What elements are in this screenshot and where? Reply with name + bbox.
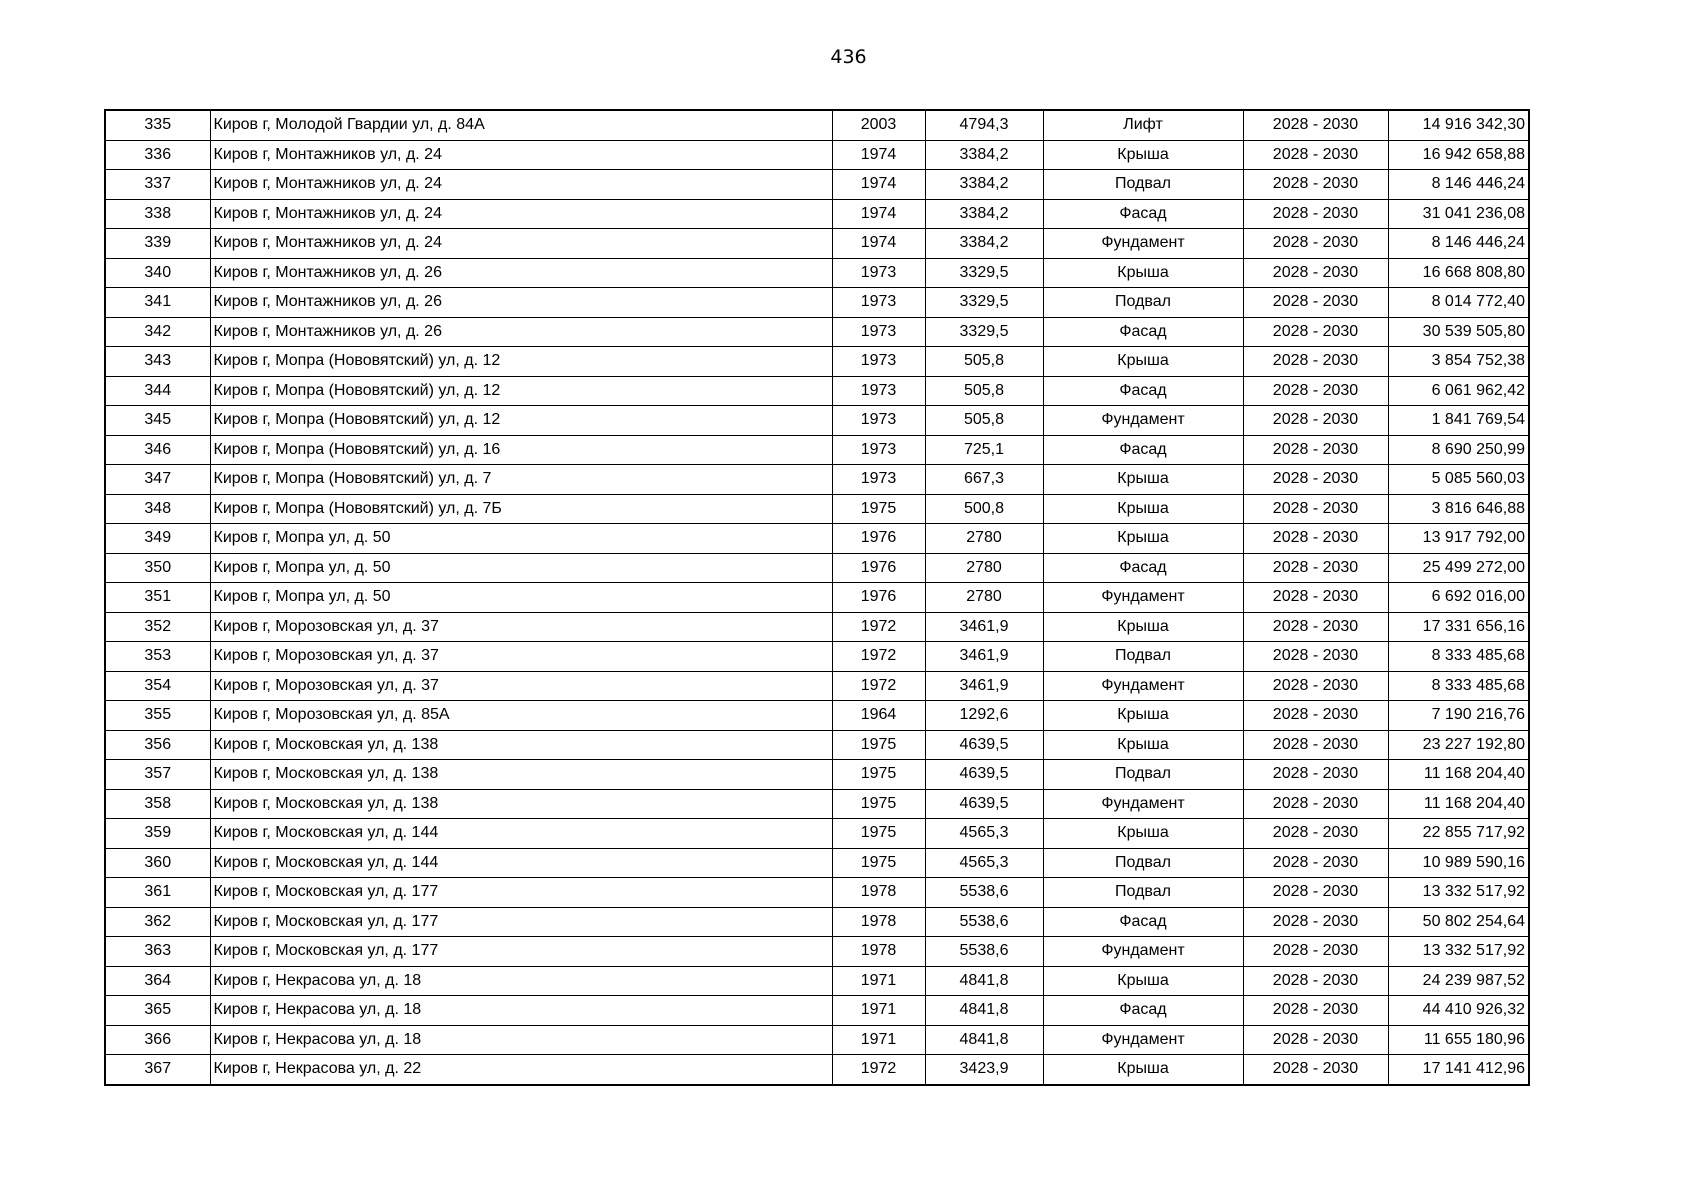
build-year-cell: 2003 <box>832 110 925 140</box>
address-cell: Киров г, Мопра (Нововятский) ул, д. 7Б <box>210 494 832 524</box>
row-number-cell: 355 <box>105 701 210 731</box>
address-cell: Киров г, Московская ул, д. 177 <box>210 937 832 967</box>
table-row <box>105 1025 1529 1055</box>
row-number-cell: 336 <box>105 140 210 170</box>
period-cell: 2028 - 2030 <box>1243 848 1388 878</box>
table-row <box>105 937 1529 967</box>
cost-cell: 11 168 204,40 <box>1388 789 1529 819</box>
table-row <box>105 612 1529 642</box>
row-number-cell: 362 <box>105 907 210 937</box>
table-row <box>105 760 1529 790</box>
work-type-cell: Крыша <box>1043 966 1243 996</box>
table-row <box>105 1055 1529 1085</box>
row-number-cell: 363 <box>105 937 210 967</box>
work-type-cell: Фасад <box>1043 435 1243 465</box>
row-number-cell: 340 <box>105 258 210 288</box>
cost-cell: 30 539 505,80 <box>1388 317 1529 347</box>
period-cell: 2028 - 2030 <box>1243 465 1388 495</box>
build-year-cell: 1975 <box>832 730 925 760</box>
cost-cell: 10 989 590,16 <box>1388 848 1529 878</box>
area-cell: 725,1 <box>925 435 1043 465</box>
area-cell: 4841,8 <box>925 1025 1043 1055</box>
work-type-cell: Подвал <box>1043 848 1243 878</box>
build-year-cell: 1973 <box>832 406 925 436</box>
row-number-cell: 366 <box>105 1025 210 1055</box>
row-number-cell: 335 <box>105 110 210 140</box>
table-row <box>105 258 1529 288</box>
row-number-cell: 349 <box>105 524 210 554</box>
build-year-cell: 1978 <box>832 878 925 908</box>
table-row <box>105 996 1529 1026</box>
area-cell: 3423,9 <box>925 1055 1043 1085</box>
build-year-cell: 1973 <box>832 317 925 347</box>
build-year-cell: 1975 <box>832 789 925 819</box>
period-cell: 2028 - 2030 <box>1243 642 1388 672</box>
cost-cell: 7 190 216,76 <box>1388 701 1529 731</box>
cost-cell: 16 668 808,80 <box>1388 258 1529 288</box>
period-cell: 2028 - 2030 <box>1243 170 1388 200</box>
period-cell: 2028 - 2030 <box>1243 288 1388 318</box>
work-type-cell: Подвал <box>1043 878 1243 908</box>
area-cell: 505,8 <box>925 347 1043 377</box>
table-row <box>105 671 1529 701</box>
address-cell: Киров г, Монтажников ул, д. 24 <box>210 170 832 200</box>
row-number-cell: 364 <box>105 966 210 996</box>
area-cell: 2780 <box>925 583 1043 613</box>
build-year-cell: 1973 <box>832 288 925 318</box>
period-cell: 2028 - 2030 <box>1243 878 1388 908</box>
cost-cell: 16 942 658,88 <box>1388 140 1529 170</box>
period-cell: 2028 - 2030 <box>1243 671 1388 701</box>
period-cell: 2028 - 2030 <box>1243 317 1388 347</box>
address-cell: Киров г, Монтажников ул, д. 26 <box>210 258 832 288</box>
build-year-cell: 1978 <box>832 937 925 967</box>
cost-cell: 8 333 485,68 <box>1388 642 1529 672</box>
period-cell: 2028 - 2030 <box>1243 966 1388 996</box>
table-row <box>105 317 1529 347</box>
cost-cell: 14 916 342,30 <box>1388 110 1529 140</box>
table-row <box>105 110 1529 140</box>
build-year-cell: 1973 <box>832 347 925 377</box>
build-year-cell: 1971 <box>832 996 925 1026</box>
cost-cell: 13 917 792,00 <box>1388 524 1529 554</box>
cost-cell: 23 227 192,80 <box>1388 730 1529 760</box>
area-cell: 5538,6 <box>925 878 1043 908</box>
cost-cell: 13 332 517,92 <box>1388 937 1529 967</box>
period-cell: 2028 - 2030 <box>1243 1055 1388 1085</box>
work-type-cell: Фундамент <box>1043 671 1243 701</box>
table-row <box>105 406 1529 436</box>
table-row <box>105 907 1529 937</box>
cost-cell: 6 061 962,42 <box>1388 376 1529 406</box>
period-cell: 2028 - 2030 <box>1243 229 1388 259</box>
row-number-cell: 341 <box>105 288 210 318</box>
work-type-cell: Фундамент <box>1043 229 1243 259</box>
area-cell: 3461,9 <box>925 642 1043 672</box>
row-number-cell: 342 <box>105 317 210 347</box>
work-type-cell: Подвал <box>1043 760 1243 790</box>
work-type-cell: Фасад <box>1043 907 1243 937</box>
address-cell: Киров г, Монтажников ул, д. 24 <box>210 140 832 170</box>
row-number-cell: 365 <box>105 996 210 1026</box>
period-cell: 2028 - 2030 <box>1243 347 1388 377</box>
work-type-cell: Крыша <box>1043 347 1243 377</box>
address-cell: Киров г, Монтажников ул, д. 24 <box>210 199 832 229</box>
table-row <box>105 878 1529 908</box>
cost-cell: 8 146 446,24 <box>1388 170 1529 200</box>
table-row <box>105 199 1529 229</box>
table-body <box>105 110 1529 1085</box>
work-type-cell: Фундамент <box>1043 406 1243 436</box>
build-year-cell: 1972 <box>832 612 925 642</box>
table-row <box>105 376 1529 406</box>
area-cell: 3461,9 <box>925 671 1043 701</box>
address-cell: Киров г, Морозовская ул, д. 85А <box>210 701 832 731</box>
row-number-cell: 338 <box>105 199 210 229</box>
build-year-cell: 1972 <box>832 1055 925 1085</box>
work-type-cell: Фасад <box>1043 317 1243 347</box>
address-cell: Киров г, Некрасова ул, д. 18 <box>210 1025 832 1055</box>
address-cell: Киров г, Мопра (Нововятский) ул, д. 12 <box>210 347 832 377</box>
work-type-cell: Фасад <box>1043 553 1243 583</box>
build-year-cell: 1976 <box>832 583 925 613</box>
work-type-cell: Крыша <box>1043 494 1243 524</box>
area-cell: 3329,5 <box>925 288 1043 318</box>
address-cell: Киров г, Монтажников ул, д. 24 <box>210 229 832 259</box>
build-year-cell: 1973 <box>832 465 925 495</box>
build-year-cell: 1974 <box>832 140 925 170</box>
work-type-cell: Фундамент <box>1043 789 1243 819</box>
address-cell: Киров г, Некрасова ул, д. 22 <box>210 1055 832 1085</box>
area-cell: 3384,2 <box>925 229 1043 259</box>
address-cell: Киров г, Монтажников ул, д. 26 <box>210 288 832 318</box>
cost-cell: 8 333 485,68 <box>1388 671 1529 701</box>
table-row <box>105 347 1529 377</box>
period-cell: 2028 - 2030 <box>1243 730 1388 760</box>
table-row <box>105 730 1529 760</box>
row-number-cell: 352 <box>105 612 210 642</box>
cost-cell: 11 168 204,40 <box>1388 760 1529 790</box>
table-row <box>105 435 1529 465</box>
address-cell: Киров г, Московская ул, д. 144 <box>210 848 832 878</box>
row-number-cell: 350 <box>105 553 210 583</box>
row-number-cell: 367 <box>105 1055 210 1085</box>
period-cell: 2028 - 2030 <box>1243 760 1388 790</box>
row-number-cell: 339 <box>105 229 210 259</box>
work-type-cell: Крыша <box>1043 612 1243 642</box>
area-cell: 1292,6 <box>925 701 1043 731</box>
table-row <box>105 465 1529 495</box>
area-cell: 3384,2 <box>925 140 1043 170</box>
row-number-cell: 353 <box>105 642 210 672</box>
work-type-cell: Крыша <box>1043 140 1243 170</box>
row-number-cell: 346 <box>105 435 210 465</box>
build-year-cell: 1978 <box>832 907 925 937</box>
table-row <box>105 966 1529 996</box>
table-row <box>105 819 1529 849</box>
build-year-cell: 1975 <box>832 848 925 878</box>
area-cell: 3384,2 <box>925 199 1043 229</box>
address-cell: Киров г, Московская ул, д. 138 <box>210 760 832 790</box>
address-cell: Киров г, Мопра ул, д. 50 <box>210 583 832 613</box>
work-type-cell: Фасад <box>1043 996 1243 1026</box>
address-cell: Киров г, Морозовская ул, д. 37 <box>210 612 832 642</box>
period-cell: 2028 - 2030 <box>1243 937 1388 967</box>
table-row <box>105 701 1529 731</box>
row-number-cell: 348 <box>105 494 210 524</box>
area-cell: 667,3 <box>925 465 1043 495</box>
area-cell: 4565,3 <box>925 848 1043 878</box>
table-row <box>105 288 1529 318</box>
build-year-cell: 1975 <box>832 494 925 524</box>
cost-cell: 24 239 987,52 <box>1388 966 1529 996</box>
address-cell: Киров г, Мопра (Нововятский) ул, д. 16 <box>210 435 832 465</box>
work-type-cell: Подвал <box>1043 288 1243 318</box>
work-type-cell: Крыша <box>1043 258 1243 288</box>
cost-cell: 25 499 272,00 <box>1388 553 1529 583</box>
build-year-cell: 1971 <box>832 966 925 996</box>
row-number-cell: 351 <box>105 583 210 613</box>
period-cell: 2028 - 2030 <box>1243 1025 1388 1055</box>
table-row <box>105 848 1529 878</box>
address-cell: Киров г, Морозовская ул, д. 37 <box>210 671 832 701</box>
build-year-cell: 1976 <box>832 553 925 583</box>
area-cell: 3329,5 <box>925 258 1043 288</box>
address-cell: Киров г, Мопра ул, д. 50 <box>210 553 832 583</box>
area-cell: 4639,5 <box>925 789 1043 819</box>
page-number: 436 <box>830 46 867 68</box>
work-type-cell: Крыша <box>1043 465 1243 495</box>
build-year-cell: 1973 <box>832 376 925 406</box>
address-cell: Киров г, Морозовская ул, д. 37 <box>210 642 832 672</box>
work-type-cell: Подвал <box>1043 170 1243 200</box>
period-cell: 2028 - 2030 <box>1243 583 1388 613</box>
work-type-cell: Крыша <box>1043 701 1243 731</box>
address-cell: Киров г, Московская ул, д. 138 <box>210 730 832 760</box>
area-cell: 4841,8 <box>925 966 1043 996</box>
build-year-cell: 1964 <box>832 701 925 731</box>
area-cell: 3384,2 <box>925 170 1043 200</box>
period-cell: 2028 - 2030 <box>1243 553 1388 583</box>
period-cell: 2028 - 2030 <box>1243 199 1388 229</box>
build-year-cell: 1976 <box>832 524 925 554</box>
cost-cell: 17 141 412,96 <box>1388 1055 1529 1085</box>
area-cell: 2780 <box>925 553 1043 583</box>
period-cell: 2028 - 2030 <box>1243 789 1388 819</box>
area-cell: 2780 <box>925 524 1043 554</box>
area-cell: 5538,6 <box>925 907 1043 937</box>
table-row <box>105 789 1529 819</box>
build-year-cell: 1971 <box>832 1025 925 1055</box>
row-number-cell: 360 <box>105 848 210 878</box>
table-row <box>105 229 1529 259</box>
row-number-cell: 344 <box>105 376 210 406</box>
work-type-cell: Лифт <box>1043 110 1243 140</box>
row-number-cell: 345 <box>105 406 210 436</box>
table-row <box>105 642 1529 672</box>
address-cell: Киров г, Московская ул, д. 177 <box>210 907 832 937</box>
build-year-cell: 1975 <box>832 819 925 849</box>
table-row <box>105 140 1529 170</box>
build-year-cell: 1975 <box>832 760 925 790</box>
period-cell: 2028 - 2030 <box>1243 406 1388 436</box>
cost-cell: 8 014 772,40 <box>1388 288 1529 318</box>
cost-cell: 1 841 769,54 <box>1388 406 1529 436</box>
address-cell: Киров г, Мопра (Нововятский) ул, д. 12 <box>210 376 832 406</box>
cost-cell: 3 816 646,88 <box>1388 494 1529 524</box>
table-row <box>105 524 1529 554</box>
cost-cell: 8 146 446,24 <box>1388 229 1529 259</box>
area-cell: 500,8 <box>925 494 1043 524</box>
work-type-cell: Фасад <box>1043 376 1243 406</box>
address-cell: Киров г, Некрасова ул, д. 18 <box>210 966 832 996</box>
address-cell: Киров г, Монтажников ул, д. 26 <box>210 317 832 347</box>
address-cell: Киров г, Московская ул, д. 144 <box>210 819 832 849</box>
table-row <box>105 494 1529 524</box>
row-number-cell: 358 <box>105 789 210 819</box>
address-cell: Киров г, Московская ул, д. 177 <box>210 878 832 908</box>
period-cell: 2028 - 2030 <box>1243 612 1388 642</box>
row-number-cell: 347 <box>105 465 210 495</box>
address-cell: Киров г, Мопра (Нововятский) ул, д. 12 <box>210 406 832 436</box>
cost-cell: 6 692 016,00 <box>1388 583 1529 613</box>
row-number-cell: 337 <box>105 170 210 200</box>
area-cell: 4794,3 <box>925 110 1043 140</box>
period-cell: 2028 - 2030 <box>1243 907 1388 937</box>
address-cell: Киров г, Мопра (Нововятский) ул, д. 7 <box>210 465 832 495</box>
period-cell: 2028 - 2030 <box>1243 376 1388 406</box>
table-row <box>105 170 1529 200</box>
address-cell: Киров г, Некрасова ул, д. 18 <box>210 996 832 1026</box>
work-type-cell: Фундамент <box>1043 937 1243 967</box>
address-cell: Киров г, Мопра ул, д. 50 <box>210 524 832 554</box>
period-cell: 2028 - 2030 <box>1243 435 1388 465</box>
period-cell: 2028 - 2030 <box>1243 524 1388 554</box>
area-cell: 505,8 <box>925 406 1043 436</box>
area-cell: 4841,8 <box>925 996 1043 1026</box>
work-type-cell: Крыша <box>1043 819 1243 849</box>
area-cell: 4639,5 <box>925 730 1043 760</box>
row-number-cell: 361 <box>105 878 210 908</box>
row-number-cell: 356 <box>105 730 210 760</box>
area-cell: 3329,5 <box>925 317 1043 347</box>
build-year-cell: 1972 <box>832 642 925 672</box>
area-cell: 4639,5 <box>925 760 1043 790</box>
build-year-cell: 1974 <box>832 170 925 200</box>
cost-cell: 50 802 254,64 <box>1388 907 1529 937</box>
area-cell: 4565,3 <box>925 819 1043 849</box>
address-cell: Киров г, Московская ул, д. 138 <box>210 789 832 819</box>
build-year-cell: 1974 <box>832 199 925 229</box>
area-cell: 3461,9 <box>925 612 1043 642</box>
period-cell: 2028 - 2030 <box>1243 996 1388 1026</box>
area-cell: 5538,6 <box>925 937 1043 967</box>
cost-cell: 11 655 180,96 <box>1388 1025 1529 1055</box>
work-type-cell: Фундамент <box>1043 583 1243 613</box>
cost-cell: 17 331 656,16 <box>1388 612 1529 642</box>
cost-cell: 3 854 752,38 <box>1388 347 1529 377</box>
work-type-cell: Крыша <box>1043 1055 1243 1085</box>
row-number-cell: 357 <box>105 760 210 790</box>
row-number-cell: 354 <box>105 671 210 701</box>
period-cell: 2028 - 2030 <box>1243 494 1388 524</box>
period-cell: 2028 - 2030 <box>1243 819 1388 849</box>
cost-cell: 8 690 250,99 <box>1388 435 1529 465</box>
cost-cell: 44 410 926,32 <box>1388 996 1529 1026</box>
address-cell: Киров г, Молодой Гвардии ул, д. 84А <box>210 110 832 140</box>
work-type-cell: Крыша <box>1043 730 1243 760</box>
period-cell: 2028 - 2030 <box>1243 140 1388 170</box>
cost-cell: 31 041 236,08 <box>1388 199 1529 229</box>
period-cell: 2028 - 2030 <box>1243 110 1388 140</box>
row-number-cell: 359 <box>105 819 210 849</box>
repair-schedule-table <box>104 109 1530 1086</box>
work-type-cell: Крыша <box>1043 524 1243 554</box>
table-row <box>105 583 1529 613</box>
work-type-cell: Фасад <box>1043 199 1243 229</box>
area-cell: 505,8 <box>925 376 1043 406</box>
work-type-cell: Подвал <box>1043 642 1243 672</box>
cost-cell: 22 855 717,92 <box>1388 819 1529 849</box>
row-number-cell: 343 <box>105 347 210 377</box>
cost-cell: 5 085 560,03 <box>1388 465 1529 495</box>
cost-cell: 13 332 517,92 <box>1388 878 1529 908</box>
table-row <box>105 553 1529 583</box>
build-year-cell: 1974 <box>832 229 925 259</box>
period-cell: 2028 - 2030 <box>1243 258 1388 288</box>
build-year-cell: 1972 <box>832 671 925 701</box>
period-cell: 2028 - 2030 <box>1243 701 1388 731</box>
build-year-cell: 1973 <box>832 435 925 465</box>
work-type-cell: Фундамент <box>1043 1025 1243 1055</box>
build-year-cell: 1973 <box>832 258 925 288</box>
